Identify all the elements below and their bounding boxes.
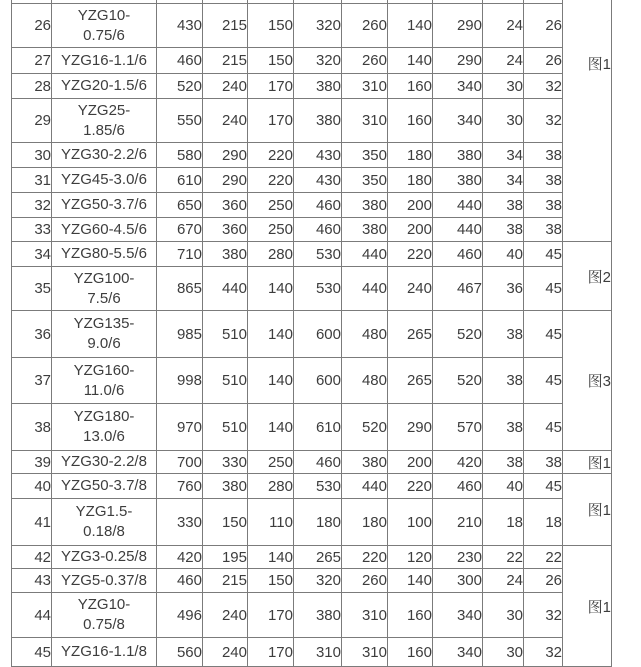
dimension-cell: 998 bbox=[157, 358, 203, 404]
figure-cell: 图1 bbox=[563, 0, 612, 242]
model-line: YZG10- bbox=[77, 596, 131, 613]
dimension-cell: 210 bbox=[433, 499, 483, 546]
figure-cell: 图1 bbox=[563, 474, 612, 546]
dimension-cell: 240 bbox=[203, 99, 248, 143]
dimension-cell: 320 bbox=[294, 4, 342, 48]
dimension-cell: 520 bbox=[433, 311, 483, 358]
dimension-cell: 380 bbox=[342, 218, 388, 242]
dimension-cell: 34 bbox=[483, 143, 524, 168]
dimension-cell: 140 bbox=[388, 569, 433, 593]
table-row bbox=[12, 569, 612, 593]
model-line: YZG135- bbox=[73, 315, 135, 332]
model-line: YZG60-4.5/6 bbox=[61, 220, 147, 238]
dimension-cell: 45 bbox=[524, 358, 563, 404]
dimension-cell: 380 bbox=[294, 74, 342, 99]
dimension-cell: 440 bbox=[433, 193, 483, 218]
dimension-cell: 320 bbox=[294, 48, 342, 74]
table-row bbox=[12, 168, 612, 193]
dimension-cell: 460 bbox=[157, 569, 203, 593]
model-line: YZG10- bbox=[77, 6, 131, 24]
dimension-cell: 180 bbox=[388, 168, 433, 193]
row-number-cell: 44 bbox=[12, 593, 52, 638]
dimension-cell: 38 bbox=[524, 218, 563, 242]
dimension-cell: 200 bbox=[388, 193, 433, 218]
dimension-cell: 380 bbox=[294, 593, 342, 638]
dimension-cell: 215 bbox=[203, 569, 248, 593]
dimension-cell: 45 bbox=[524, 242, 563, 267]
dimension-cell: 265 bbox=[388, 311, 433, 358]
dimension-cell: 670 bbox=[157, 218, 203, 242]
dimension-cell: 865 bbox=[157, 267, 203, 311]
table-row bbox=[12, 499, 612, 546]
dimension-cell: 380 bbox=[342, 193, 388, 218]
dimension-cell: 200 bbox=[388, 218, 433, 242]
dimension-cell: 45 bbox=[524, 474, 563, 499]
dimension-cell: 110 bbox=[248, 499, 294, 546]
dimension-cell: 610 bbox=[294, 404, 342, 451]
dimension-cell: 38 bbox=[483, 451, 524, 474]
model-cell bbox=[52, 404, 157, 451]
model-line: YZG16-1.1/8 bbox=[61, 643, 147, 660]
row-number-cell: 29 bbox=[12, 99, 52, 143]
row-number-cell: 35 bbox=[12, 267, 52, 311]
dimension-cell: 38 bbox=[483, 218, 524, 242]
dimension-cell: 985 bbox=[157, 311, 203, 358]
dimension-cell: 550 bbox=[157, 99, 203, 143]
model-line: 1.85/6 bbox=[83, 121, 125, 139]
dimension-cell: 290 bbox=[203, 143, 248, 168]
dimension-cell: 170 bbox=[248, 638, 294, 667]
model-line: YZG5-0.37/8 bbox=[61, 571, 147, 589]
dimension-cell: 38 bbox=[524, 451, 563, 474]
dimension-cell: 40 bbox=[483, 474, 524, 499]
table-row bbox=[12, 358, 612, 404]
model-line: 7.5/6 bbox=[87, 289, 121, 307]
spec-table-viewport bbox=[11, 0, 616, 667]
dimension-cell: 700 bbox=[157, 451, 203, 474]
row-number-cell: 31 bbox=[12, 168, 52, 193]
dimension-cell: 18 bbox=[483, 499, 524, 546]
dimension-cell: 350 bbox=[342, 168, 388, 193]
row-number-cell: 41 bbox=[12, 499, 52, 546]
row-number-cell: 34 bbox=[12, 242, 52, 267]
row-number-cell: 40 bbox=[12, 474, 52, 499]
dimension-cell: 38 bbox=[483, 404, 524, 451]
row-number-cell: 37 bbox=[12, 358, 52, 404]
dimension-cell: 420 bbox=[157, 546, 203, 569]
dimension-cell: 460 bbox=[294, 451, 342, 474]
dimension-cell: 45 bbox=[524, 404, 563, 451]
model-cell bbox=[52, 451, 157, 474]
dimension-cell: 265 bbox=[388, 358, 433, 404]
dimension-cell: 34 bbox=[483, 168, 524, 193]
dimension-cell: 260 bbox=[342, 569, 388, 593]
dimension-cell: 36 bbox=[483, 267, 524, 311]
model-cell bbox=[52, 267, 157, 311]
dimension-cell: 440 bbox=[433, 218, 483, 242]
dimension-cell: 38 bbox=[483, 358, 524, 404]
model-cell bbox=[52, 143, 157, 168]
model-line: 13.0/6 bbox=[83, 428, 125, 445]
dimension-cell: 350 bbox=[342, 143, 388, 168]
dimension-cell: 290 bbox=[433, 48, 483, 74]
dimension-cell: 170 bbox=[248, 74, 294, 99]
dimension-cell: 430 bbox=[294, 143, 342, 168]
dimension-cell: 340 bbox=[433, 593, 483, 638]
row-number-cell: 26 bbox=[12, 4, 52, 48]
model-line: YZG80-5.5/6 bbox=[61, 245, 147, 262]
model-line: YZG25- bbox=[77, 101, 131, 119]
table-row bbox=[12, 193, 612, 218]
model-line: 9.0/6 bbox=[87, 335, 121, 352]
dimension-cell: 18 bbox=[524, 499, 563, 546]
dimension-cell: 180 bbox=[388, 143, 433, 168]
dimension-cell: 40 bbox=[483, 242, 524, 267]
dimension-cell: 260 bbox=[342, 48, 388, 74]
dimension-cell: 30 bbox=[483, 638, 524, 667]
dimension-cell: 520 bbox=[157, 74, 203, 99]
model-line: YZG50-3.7/8 bbox=[61, 477, 147, 494]
dimension-cell: 240 bbox=[203, 638, 248, 667]
dimension-cell: 310 bbox=[342, 99, 388, 143]
table-row bbox=[12, 143, 612, 168]
dimension-cell: 32 bbox=[524, 593, 563, 638]
dimension-cell: 310 bbox=[342, 74, 388, 99]
dimension-cell: 45 bbox=[524, 311, 563, 358]
model-cell bbox=[52, 99, 157, 143]
dimension-cell: 530 bbox=[294, 242, 342, 267]
dimension-cell: 45 bbox=[524, 267, 563, 311]
dimension-cell: 380 bbox=[433, 143, 483, 168]
model-cell bbox=[52, 358, 157, 404]
model-line: YZG30-2.2/6 bbox=[61, 146, 147, 163]
model-cell bbox=[52, 74, 157, 99]
model-cell bbox=[52, 499, 157, 546]
table-row bbox=[12, 638, 612, 667]
model-cell bbox=[52, 4, 157, 48]
dimension-cell: 140 bbox=[248, 311, 294, 358]
dimension-cell: 32 bbox=[524, 74, 563, 99]
dimension-cell: 320 bbox=[294, 569, 342, 593]
dimension-cell: 100 bbox=[388, 499, 433, 546]
dimension-cell: 26 bbox=[524, 569, 563, 593]
dimension-cell: 710 bbox=[157, 242, 203, 267]
dimension-cell: 26 bbox=[524, 48, 563, 74]
dimension-cell: 460 bbox=[433, 474, 483, 499]
dimension-cell: 38 bbox=[524, 193, 563, 218]
row-number-cell: 27 bbox=[12, 48, 52, 74]
dimension-cell: 24 bbox=[483, 569, 524, 593]
dimension-cell: 150 bbox=[248, 569, 294, 593]
table-row bbox=[12, 74, 612, 99]
dimension-cell: 220 bbox=[342, 546, 388, 569]
dimension-cell: 340 bbox=[433, 74, 483, 99]
spec-table bbox=[11, 0, 612, 667]
dimension-cell: 310 bbox=[294, 638, 342, 667]
model-line: 0.75/8 bbox=[83, 616, 125, 633]
dimension-cell: 140 bbox=[248, 546, 294, 569]
dimension-cell: 180 bbox=[294, 499, 342, 546]
dimension-cell: 496 bbox=[157, 593, 203, 638]
dimension-cell: 140 bbox=[248, 358, 294, 404]
dimension-cell: 580 bbox=[157, 143, 203, 168]
dimension-cell: 215 bbox=[203, 4, 248, 48]
dimension-cell: 30 bbox=[483, 74, 524, 99]
dimension-cell: 26 bbox=[524, 4, 563, 48]
model-line: YZG3-0.25/8 bbox=[61, 548, 147, 565]
dimension-cell: 250 bbox=[248, 451, 294, 474]
dimension-cell: 220 bbox=[388, 474, 433, 499]
dimension-cell: 22 bbox=[524, 546, 563, 569]
model-cell bbox=[52, 48, 157, 74]
dimension-cell: 280 bbox=[248, 242, 294, 267]
dimension-cell: 520 bbox=[433, 358, 483, 404]
dimension-cell: 150 bbox=[248, 48, 294, 74]
spec-table-body bbox=[12, 0, 612, 667]
row-number-cell: 32 bbox=[12, 193, 52, 218]
dimension-cell: 300 bbox=[433, 569, 483, 593]
dimension-cell: 380 bbox=[203, 474, 248, 499]
row-number-cell: 39 bbox=[12, 451, 52, 474]
model-line: YZG1.5- bbox=[75, 503, 133, 520]
dimension-cell: 380 bbox=[433, 168, 483, 193]
dimension-cell: 38 bbox=[524, 168, 563, 193]
model-line: 0.75/6 bbox=[83, 26, 125, 44]
dimension-cell: 140 bbox=[248, 267, 294, 311]
dimension-cell: 160 bbox=[388, 638, 433, 667]
model-cell bbox=[52, 546, 157, 569]
figure-cell: 图2 bbox=[563, 242, 612, 311]
dimension-cell: 280 bbox=[248, 474, 294, 499]
dimension-cell: 240 bbox=[203, 74, 248, 99]
model-cell bbox=[52, 474, 157, 499]
model-line: 0.18/8 bbox=[83, 523, 125, 540]
dimension-cell: 310 bbox=[342, 638, 388, 667]
dimension-cell: 170 bbox=[248, 99, 294, 143]
row-number-cell: 33 bbox=[12, 218, 52, 242]
dimension-cell: 250 bbox=[248, 193, 294, 218]
row-number-cell: 45 bbox=[12, 638, 52, 667]
table-row bbox=[12, 242, 612, 267]
table-row bbox=[12, 267, 612, 311]
model-line: YZG160- bbox=[73, 361, 135, 379]
dimension-cell: 150 bbox=[248, 4, 294, 48]
model-line: 11.0/6 bbox=[83, 381, 125, 399]
model-cell bbox=[52, 193, 157, 218]
table-row bbox=[12, 404, 612, 451]
dimension-cell: 460 bbox=[433, 242, 483, 267]
dimension-cell: 610 bbox=[157, 168, 203, 193]
row-number-cell: 28 bbox=[12, 74, 52, 99]
dimension-cell: 170 bbox=[248, 593, 294, 638]
dimension-cell: 340 bbox=[433, 99, 483, 143]
dimension-cell: 360 bbox=[203, 193, 248, 218]
table-row bbox=[12, 474, 612, 499]
dimension-cell: 467 bbox=[433, 267, 483, 311]
dimension-cell: 380 bbox=[294, 99, 342, 143]
dimension-cell: 24 bbox=[483, 48, 524, 74]
dimension-cell: 30 bbox=[483, 593, 524, 638]
model-cell bbox=[52, 593, 157, 638]
dimension-cell: 260 bbox=[342, 4, 388, 48]
dimension-cell: 430 bbox=[157, 4, 203, 48]
model-line: YZG50-3.7/6 bbox=[61, 196, 147, 213]
model-cell bbox=[52, 168, 157, 193]
dimension-cell: 420 bbox=[433, 451, 483, 474]
model-line: YZG16-1.1/6 bbox=[61, 51, 147, 69]
dimension-cell: 440 bbox=[203, 267, 248, 311]
dimension-cell: 180 bbox=[342, 499, 388, 546]
table-row bbox=[12, 99, 612, 143]
model-line: YZG100- bbox=[73, 269, 135, 287]
dimension-cell: 38 bbox=[483, 193, 524, 218]
dimension-cell: 140 bbox=[388, 4, 433, 48]
dimension-cell: 24 bbox=[483, 4, 524, 48]
dimension-cell: 160 bbox=[388, 99, 433, 143]
dimension-cell: 340 bbox=[433, 638, 483, 667]
dimension-cell: 38 bbox=[483, 311, 524, 358]
row-number-cell: 43 bbox=[12, 569, 52, 593]
dimension-cell: 32 bbox=[524, 99, 563, 143]
model-line: YZG20-1.5/6 bbox=[61, 77, 147, 94]
dimension-cell: 600 bbox=[294, 358, 342, 404]
row-number-cell: 42 bbox=[12, 546, 52, 569]
dimension-cell: 240 bbox=[388, 267, 433, 311]
row-number-cell: 30 bbox=[12, 143, 52, 168]
dimension-cell: 220 bbox=[248, 168, 294, 193]
dimension-cell: 230 bbox=[433, 546, 483, 569]
dimension-cell: 265 bbox=[294, 546, 342, 569]
dimension-cell: 560 bbox=[157, 638, 203, 667]
dimension-cell: 440 bbox=[342, 474, 388, 499]
table-row bbox=[12, 451, 612, 474]
model-cell bbox=[52, 311, 157, 358]
dimension-cell: 250 bbox=[248, 218, 294, 242]
dimension-cell: 530 bbox=[294, 474, 342, 499]
model-line: YZG180- bbox=[73, 408, 135, 425]
table-row bbox=[12, 593, 612, 638]
dimension-cell: 510 bbox=[203, 311, 248, 358]
dimension-cell: 290 bbox=[203, 168, 248, 193]
dimension-cell: 440 bbox=[342, 242, 388, 267]
dimension-cell: 215 bbox=[203, 48, 248, 74]
dimension-cell: 32 bbox=[524, 638, 563, 667]
dimension-cell: 760 bbox=[157, 474, 203, 499]
dimension-cell: 460 bbox=[157, 48, 203, 74]
model-line: YZG45-3.0/6 bbox=[61, 171, 147, 188]
dimension-cell: 200 bbox=[388, 451, 433, 474]
dimension-cell: 240 bbox=[203, 593, 248, 638]
dimension-cell: 440 bbox=[342, 267, 388, 311]
dimension-cell: 530 bbox=[294, 267, 342, 311]
dimension-cell: 460 bbox=[294, 218, 342, 242]
dimension-cell: 22 bbox=[483, 546, 524, 569]
dimension-cell: 140 bbox=[388, 48, 433, 74]
dimension-cell: 195 bbox=[203, 546, 248, 569]
dimension-cell: 220 bbox=[248, 143, 294, 168]
dimension-cell: 970 bbox=[157, 404, 203, 451]
dimension-cell: 360 bbox=[203, 218, 248, 242]
figure-cell: 图1 bbox=[563, 451, 612, 474]
dimension-cell: 430 bbox=[294, 168, 342, 193]
dimension-cell: 330 bbox=[203, 451, 248, 474]
dimension-cell: 510 bbox=[203, 358, 248, 404]
dimension-cell: 120 bbox=[388, 546, 433, 569]
table-row bbox=[12, 4, 612, 48]
dimension-cell: 220 bbox=[388, 242, 433, 267]
dimension-cell: 650 bbox=[157, 193, 203, 218]
dimension-cell: 310 bbox=[342, 593, 388, 638]
model-line: YZG30-2.2/8 bbox=[61, 453, 147, 470]
model-cell bbox=[52, 569, 157, 593]
dimension-cell: 290 bbox=[433, 4, 483, 48]
table-row bbox=[12, 546, 612, 569]
dimension-cell: 290 bbox=[388, 404, 433, 451]
row-number-cell: 38 bbox=[12, 404, 52, 451]
dimension-cell: 480 bbox=[342, 311, 388, 358]
dimension-cell: 460 bbox=[294, 193, 342, 218]
dimension-cell: 600 bbox=[294, 311, 342, 358]
dimension-cell: 140 bbox=[248, 404, 294, 451]
figure-cell: 图1 bbox=[563, 546, 612, 667]
table-row bbox=[12, 48, 612, 74]
figure-cell: 图3 bbox=[563, 311, 612, 451]
dimension-cell: 160 bbox=[388, 74, 433, 99]
dimension-cell: 520 bbox=[342, 404, 388, 451]
dimension-cell: 150 bbox=[203, 499, 248, 546]
dimension-cell: 38 bbox=[524, 143, 563, 168]
dimension-cell: 380 bbox=[342, 451, 388, 474]
table-row bbox=[12, 218, 612, 242]
model-cell bbox=[52, 242, 157, 267]
dimension-cell: 330 bbox=[157, 499, 203, 546]
dimension-cell: 570 bbox=[433, 404, 483, 451]
dimension-cell: 380 bbox=[203, 242, 248, 267]
row-number-cell: 36 bbox=[12, 311, 52, 358]
model-cell bbox=[52, 638, 157, 667]
dimension-cell: 510 bbox=[203, 404, 248, 451]
dimension-cell: 30 bbox=[483, 99, 524, 143]
model-cell bbox=[52, 218, 157, 242]
table-row bbox=[12, 311, 612, 358]
dimension-cell: 160 bbox=[388, 593, 433, 638]
dimension-cell: 480 bbox=[342, 358, 388, 404]
